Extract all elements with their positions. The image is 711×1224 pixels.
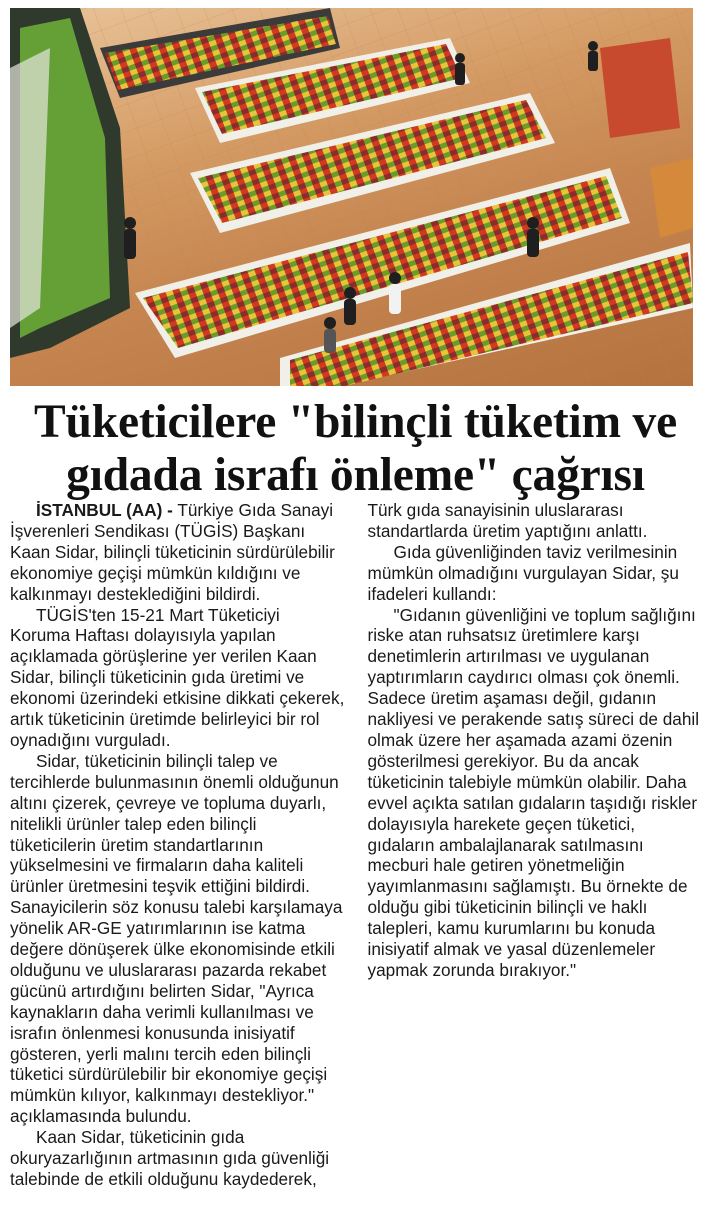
article-paragraph: Sidar, tüketicinin bilinçli talep ve tercihlerde bulunmasının önemli olduğunun altını çizerek, çevreye ve topluma duyarlı, nitelikli ürünler talep eden bilinçli tüketicilerin üretim standartlarının yükselmesini ve firmaların daha kaliteli ürünler üretmesini teşvik ettiğini bildirdi. Sanayicilerin söz konusu talebi karşılamaya yönelik AR-GE yatırımlarının ise katma değere dönüşerek ülke ekonomisinde etkili olduğunu ve uluslararası pazarda rekabet gücünü artırdığını belirten Sidar, "Ayrıca kaynakların daha verimli kullanılması ve israfın önlenmesi konusunda inisiyatif gösteren, yerli malını tercih eden bilinçli tüketici sürdürülebilir bir ekonomiye geçişi mümkün kılıyor, kalkınmayı destekliyor." açıklamasında bulundu.: [10, 750, 343, 1127]
article-paragraph: İSTANBUL (AA) - Türkiye Gıda Sanayi İşverenleri Sendikası (TÜGİS) Başkanı Kaan Sidar, bilinçli tüketicinin sürdürülebilir ekonomiye geçişi mümkün kıldığını ve kalkınmayı desteklediğini bildirdi.: [10, 500, 335, 604]
supermarket-produce-photo: [10, 8, 693, 386]
article-body: [10, 500, 702, 1215]
headline: [10, 396, 701, 502]
article-quote: "Gıdanın güvenliğini ve toplum sağlığını riske atan ruhsatsız üretimlere karşı denetimlerin artırılması ve uygulanan yaptırımların caydırıcı olması çok önemli. Sadece üretim aşaması değil, gıdanın nakliyesi ve perakende satış süreci de dahil olmak üzere her aşamada azami özenin gösterilmesi gerekiyor. Bu da ancak tüketicinin talebiyle mümkün olabilir. Daha evvel açıkta satılan gıdaların taşıdığı riskler dolayısıyla harekete geçen tüketici, gıdaların ambalajlanarak satılmasını mecburi hale getiren yönetmeliğin yayımlanmasını sağlamıştı. Bu örnekte de olduğu gibi tüketicinin bilinçli ve haklı talepleri, kamu kurumlarını bu konuda inisiyatif almak ve yasal düzenlemeler yapmak zorunda bırakıyor.": [367, 604, 700, 980]
article-paragraph: Kaan Sidar, tüketicinin gıda okuryazarlığının artmasının gıda güvenliği talebinde de etkili olduğunu kaydederek, Türk gıda sanayisinin uluslararası standartlarda üretim yaptığını anlattı.: [10, 500, 648, 1189]
headline-line-2: gıdada israfı önleme" çağrısı: [66, 449, 645, 501]
byline: İSTANBUL (AA) -: [36, 500, 173, 520]
article-paragraph: TÜGİS'ten 15-21 Mart Tüketiciyi Koruma Haftası dolayısıyla yapılan açıklamada görüşlerine yer verilen Kaan Sidar, bilinçli tüketicinin gıda üretimi ve ekonomi üzerindeki etkisine dikkati çekerek, artık tüketicinin üretimde belirleyici bir rol oynadığını vurguladı.: [10, 604, 345, 750]
article-paragraph: Gıda güvenliğinden taviz verilmesinin mümkün olmadığını vurgulayan Sidar, şu ifadeleri kullandı:: [367, 541, 679, 604]
headline-line-1: Tüketicilere "bilinçli tüketim ve: [34, 396, 677, 448]
